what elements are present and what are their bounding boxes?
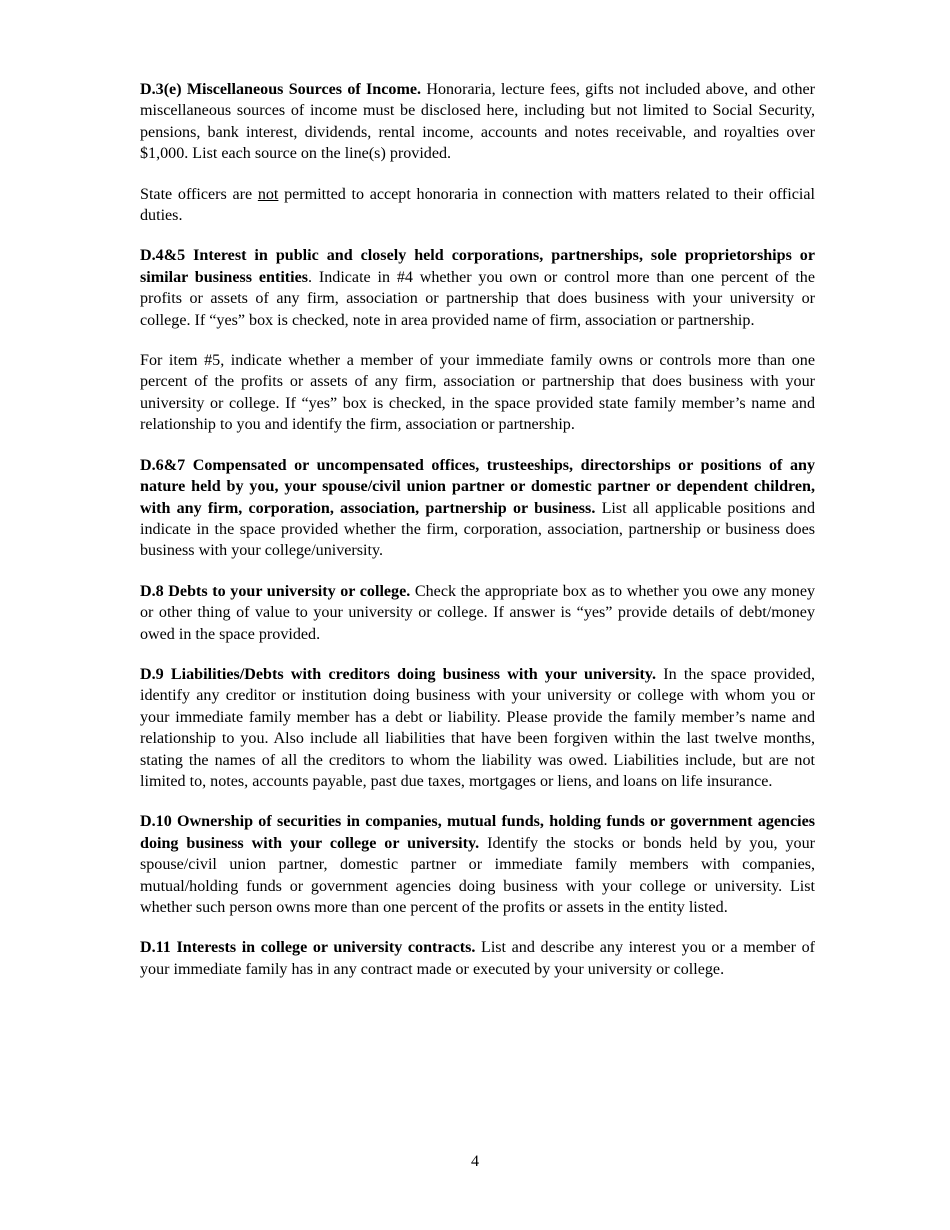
section-d45 <box>140 245 815 331</box>
page-number: 4 <box>470 1153 480 1170</box>
section-text: List and describe any interest you or a member of your immediate family has in any contract made or executed by your university or college. <box>140 939 816 978</box>
section-text: In the space provided, identify any creditor or institution doing business with your university or college with whom you or your immediate family member has a debt or liability. Please provide the family member’s name and relationship to you. Also include all liabilities that have been forgiven within the last twelve months, stating the names of all the creditors to whom the liability was owed. Liabilities include, but are not limited to, notes, accounts payable, past due taxes, mortgages or liens, and loans on life insurance. <box>140 665 815 790</box>
section-d10 <box>140 811 815 918</box>
state-officers-note <box>140 184 815 227</box>
section-heading: D.9 Liabilities/Debts with creditors doing business with your university. <box>140 665 657 683</box>
section-heading: D.10 Ownership of securities in companies, mutual funds, holding funds or government agencies doing business with your college or university. <box>140 813 815 852</box>
note-emphasis: not <box>257 185 279 203</box>
section-d3e <box>140 79 815 165</box>
note-text-start: State officers are <box>140 185 258 203</box>
note-text-end: permitted to accept honoraria in connection with matters related to their official duties. <box>140 185 815 225</box>
section-text: . Indicate in #4 whether you own or control more than one percent of the profits or assets of any firm, association or partnership that does business with your university or college. If “yes” box is checked, note in area provided name of firm, association or partnership. <box>140 268 815 329</box>
section-heading: D.8 Debts to your university or college. <box>140 582 411 600</box>
item5-paragraph <box>140 350 815 436</box>
section-text: Honoraria, lecture fees, gifts not included above, and other miscellaneous sources of income must be disclosed here, including but not limited to Social Security, pensions, bank interest, dividends, rental income, accounts and notes receivable, and royalties over $1,000. List each source on the line(s) provided. <box>140 81 815 163</box>
section-d67 <box>140 455 815 562</box>
section-heading: D.6&7 Compensated or uncompensated offices, trusteeships, directorships or positions of any nature held by you, your spouse/civil union partner or domestic partner or dependent children, with any firm, corporation, association, partnership or business. <box>140 456 815 517</box>
section-text: Identify the stocks or bonds held by you, your spouse/civil union partner, domestic partner or immediate family members with companies, mutual/holding funds or government agencies doing business with your college or university. List whether such person owns more than one percent of the profits or assets in the entity listed. <box>140 834 815 916</box>
section-text: List all applicable positions and indicate in the space provided whether the firm, corporation, association, partnership or business does business with your college/university. <box>140 499 816 560</box>
section-text: For item #5, indicate whether a member of your immediate family owns or controls more than one percent of the profits or assets of any firm, association or partnership that does business with your university or college. If “yes” box is checked, in the space provided state family member’s name and relationship to you and identify the firm, association or partnership. <box>140 352 815 434</box>
section-d8 <box>140 581 815 645</box>
section-d9 <box>140 664 815 792</box>
section-heading: D.4&5 Interest in public and closely held corporations, partnerships, sole proprietorships or similar business entities <box>140 247 815 286</box>
section-d11 <box>140 937 815 980</box>
section-heading: D.3(e) Miscellaneous Sources of Income. <box>140 81 422 98</box>
section-heading: D.11 Interests in college or university contracts. <box>140 939 476 957</box>
section-text: Check the appropriate box as to whether you owe any money or other thing of value to your university or college. If answer is “yes” provide details of debt/money owed in the space provided. <box>140 582 816 643</box>
document-body <box>140 79 815 999</box>
